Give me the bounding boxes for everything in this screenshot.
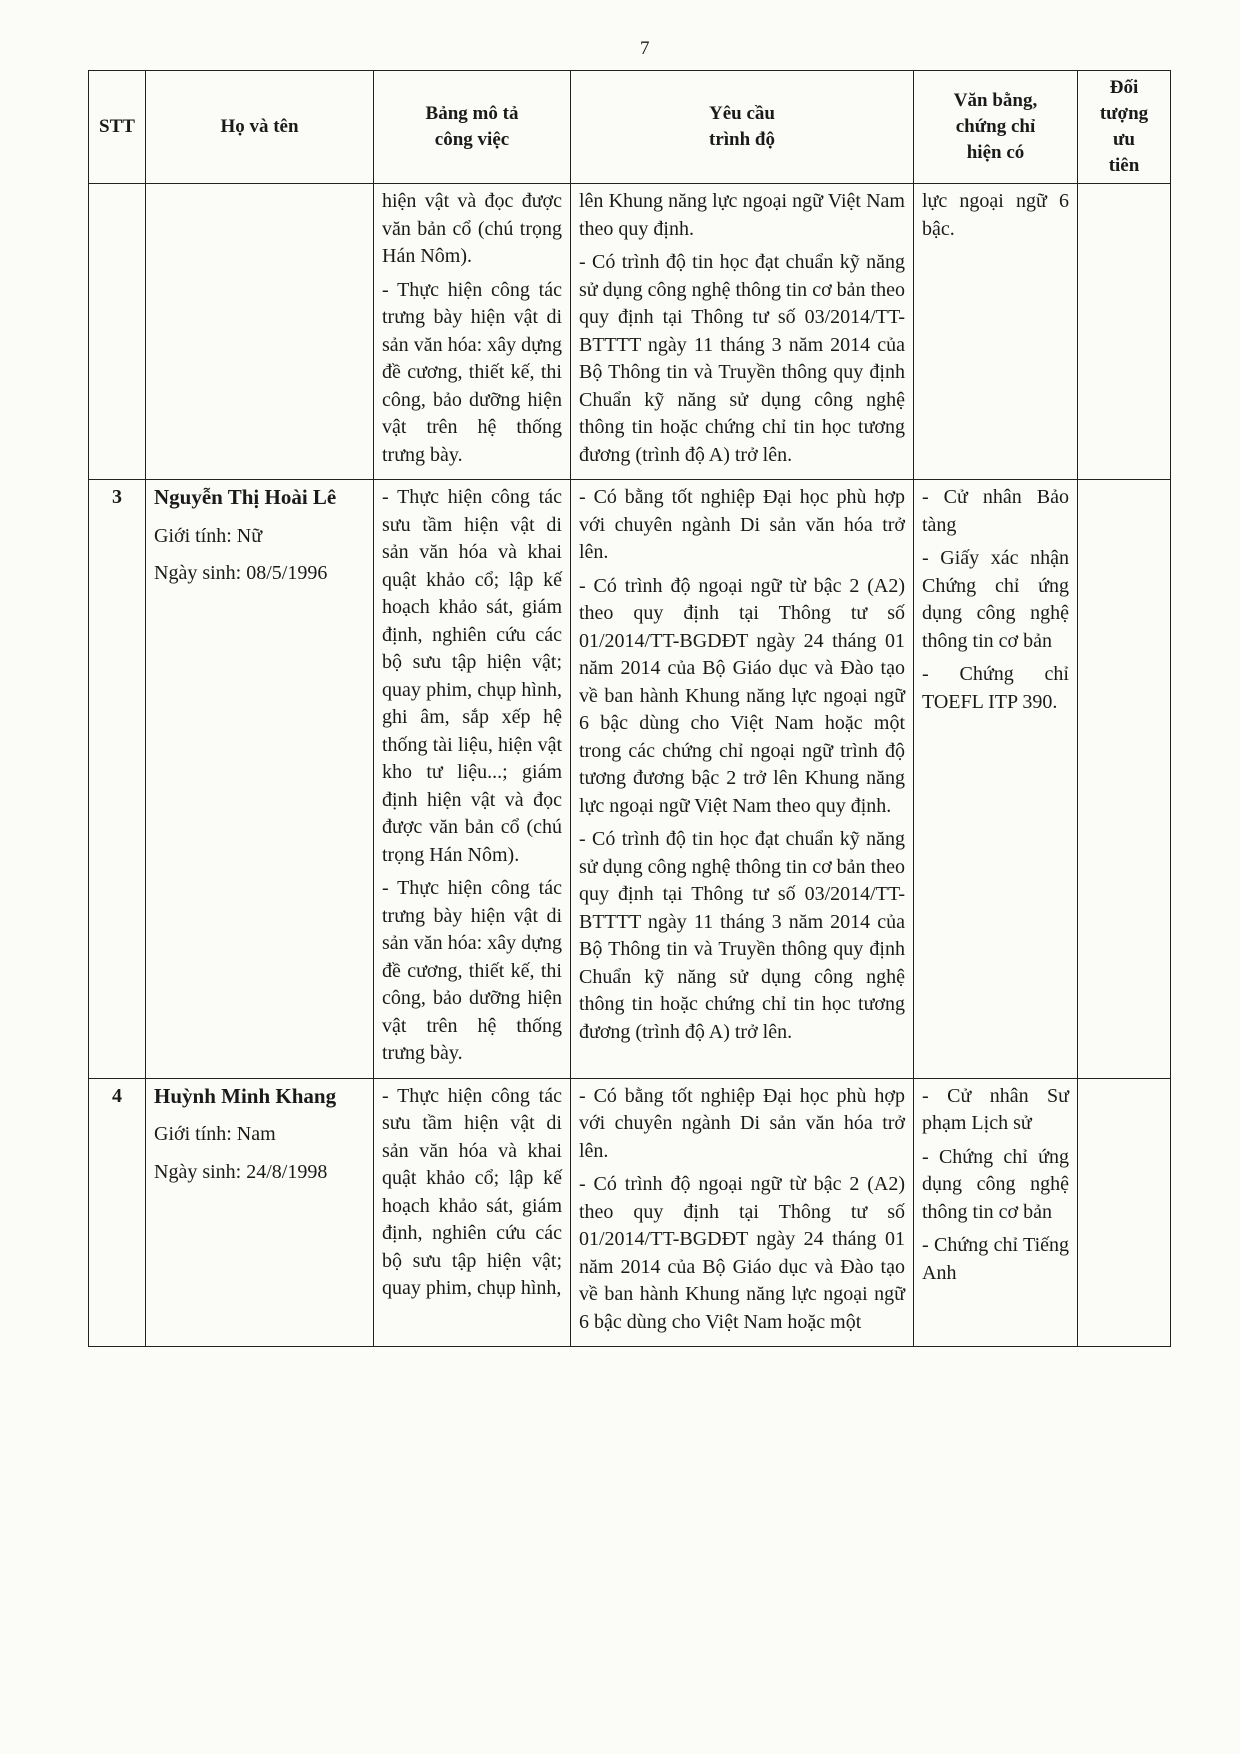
header-priority: Đối tượng ưu tiên bbox=[1078, 71, 1171, 184]
cell-stt: 3 bbox=[89, 480, 146, 1079]
header-job: Bảng mô tả công việc bbox=[374, 71, 571, 184]
table-header-row bbox=[89, 71, 1171, 184]
candidate-gender: Giới tính: Nữ bbox=[154, 524, 263, 547]
cell-job: hiện vật và đọc được văn bản cổ (chú trọng Hán Nôm). - Thực hiện công tác trưng bày hiện vật di sản văn hóa: xây dựng đề cương, thiết kế, thi công, bảo dưỡng hiện vật trên hệ thống trưng bày. bbox=[374, 184, 571, 480]
cell-priority bbox=[1078, 1078, 1171, 1347]
header-requirements: Yêu cầu trình độ bbox=[571, 71, 914, 184]
header-name: Họ và tên bbox=[146, 71, 374, 184]
cell-certificates: lực ngoại ngữ 6 bậc. bbox=[914, 184, 1078, 480]
candidate-name: Nguyễn Thị Hoài Lê bbox=[154, 485, 337, 509]
cell-stt bbox=[89, 184, 146, 480]
table-row-continued bbox=[89, 184, 1171, 480]
cell-priority bbox=[1078, 480, 1171, 1079]
cell-priority bbox=[1078, 184, 1171, 480]
candidate-dob: Ngày sinh: 24/8/1998 bbox=[154, 1160, 328, 1183]
candidate-name: Huỳnh Minh Khang bbox=[154, 1083, 337, 1108]
cell-requirements: - Có bằng tốt nghiệp Đại học phù hợp với chuyên ngành Di sản văn hóa trở lên. - Có trình độ ngoại ngữ từ bậc 2 (A2) theo quy định tại Thông tư số 01/2014/TT-BGDĐT ngày 24 tháng 01 năm 2014 của Bộ Giáo dục và Đào tạo về ban hành Khung năng lực ngoại ngữ 6 bậc dùng cho Việt Nam hoặc một bbox=[571, 1078, 914, 1347]
cell-job: - Thực hiện công tác sưu tầm hiện vật di sản văn hóa và khai quật khảo cổ; lập kế hoạch khảo sát, giám định, nghiên cứu các bộ sưu tập hiện vật; quay phim, chụp hình, bbox=[374, 1078, 571, 1347]
cell-certificates: - Cử nhân Bảo tàng - Giấy xác nhận Chứng chỉ ứng dụng công nghệ thông tin cơ bản - Chứng chỉ TOEFL ITP 390. bbox=[914, 480, 1078, 1079]
cell-requirements: - Có bằng tốt nghiệp Đại học phù hợp với chuyên ngành Di sản văn hóa trở lên. - Có trình độ ngoại ngữ từ bậc 2 (A2) theo quy định tại Thông tư số 01/2014/TT-BGDĐT ngày 24 tháng 01 năm 2014 của Bộ Giáo dục và Đào tạo về ban hành Khung năng lực ngoại ngữ 6 bậc dùng cho Việt Nam hoặc một trong các chứng chỉ ngoại ngữ trình độ tương đương bậc 2 trở lên Khung năng lực ngoại ngữ Việt Nam theo quy định. - Có trình độ tin học đạt chuẩn kỹ năng sử dụng công nghệ thông tin cơ bản theo quy định tại Thông tư số 03/2014/TT-BTTTT ngày 11 tháng 3 năm 2014 của Bộ Thông tin và Truyền thông quy định Chuẩn kỹ năng sử dụng công nghệ thông tin hoặc chứng chỉ tin học tương đương (trình độ A) trở lên. bbox=[571, 480, 914, 1079]
cell-name bbox=[146, 184, 374, 480]
candidate-table bbox=[88, 70, 1171, 1347]
cell-requirements: lên Khung năng lực ngoại ngữ Việt Nam theo quy định. - Có trình độ tin học đạt chuẩn kỹ năng sử dụng công nghệ thông tin cơ bản theo quy định tại Thông tư số 03/2014/TT-BTTTT ngày 11 tháng 3 năm 2014 của Bộ Thông tin và Truyền thông quy định Chuẩn kỹ năng sử dụng công nghệ thông tin hoặc chứng chỉ tin học tương đương (trình độ A) trở lên. bbox=[571, 184, 914, 480]
cell-job: - Thực hiện công tác sưu tầm hiện vật di sản văn hóa và khai quật khảo cổ; lập kế hoạch khảo sát, giám định, nghiên cứu các bộ sưu tập hiện vật; quay phim, chụp hình, ghi âm, sắp xếp hệ thống tài liệu, hiện vật kho tư liệu...; giám định hiện vật và đọc được văn bản cổ (chú trọng Hán Nôm). - Thực hiện công tác trưng bày hiện vật di sản văn hóa: xây dựng đề cương, thiết kế, thi công, bảo dưỡng hiện vật trên hệ thống trưng bày. bbox=[374, 480, 571, 1079]
candidate-dob: Ngày sinh: 08/5/1996 bbox=[154, 562, 328, 584]
header-certificates: Văn bằng, chứng chỉ hiện có bbox=[914, 71, 1078, 184]
table-row bbox=[89, 480, 1171, 1079]
cell-name bbox=[146, 1078, 374, 1347]
cell-certificates: - Cử nhân Sư phạm Lịch sử - Chứng chỉ ứng dụng công nghệ thông tin cơ bản - Chứng chỉ Tiếng Anh bbox=[914, 1078, 1078, 1347]
cell-stt: 4 bbox=[89, 1078, 146, 1347]
cell-name bbox=[146, 480, 374, 1079]
header-stt: STT bbox=[89, 71, 146, 184]
page-number: 7 bbox=[640, 38, 650, 59]
candidate-gender: Giới tính: Nam bbox=[154, 1123, 276, 1145]
table-row bbox=[89, 1078, 1171, 1347]
